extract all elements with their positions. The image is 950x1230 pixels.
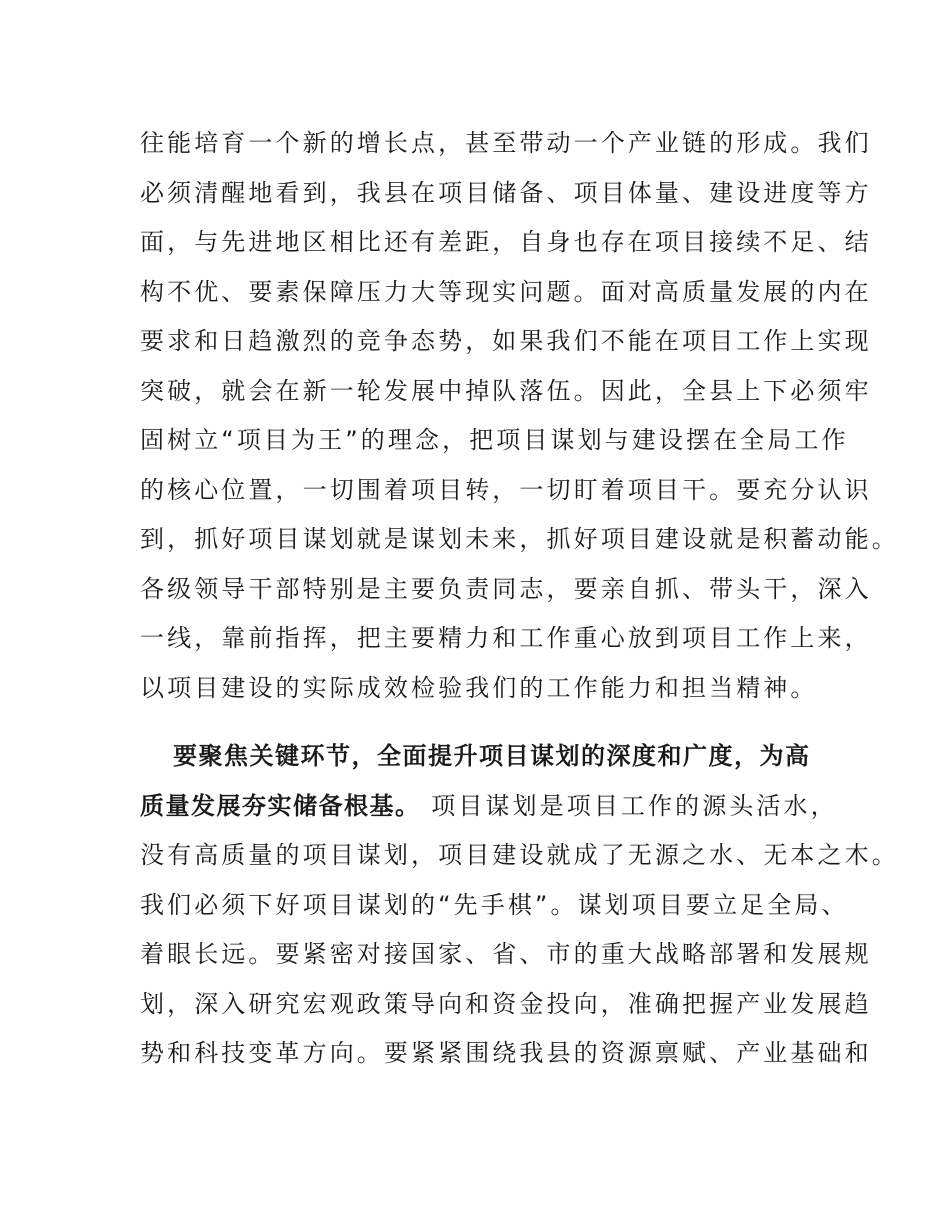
text-line: 固树立“项目为王”的理念，把项目谋划与建设摆在全局工作 <box>140 426 849 454</box>
paragraph-heading-end: 质量发展夯实储备根基。 <box>140 791 421 820</box>
text-line: 没有高质量的项目谋划，项目建设就成了无源之水、无本之木。 <box>140 841 899 869</box>
paragraph-heading: 要聚焦关键环节，全面提升项目谋划的深度和广度，为高 <box>173 742 811 770</box>
text-line: 着眼长远。要紧密对接国家、省、市的重大战略部署和发展规 <box>140 940 872 968</box>
text-line <box>140 787 838 837</box>
text-line: 突破，就会在新一轮发展中掉队落伍。因此，全县上下必须牢 <box>140 376 872 405</box>
text-line: 的核心位置，一切围着项目转，一切盯着项目干。要充分认识 <box>140 475 872 504</box>
text-line: 势和科技变革方向。要紧紧围绕我县的资源禀赋、产业基础和 <box>140 1039 872 1067</box>
paragraph-project-planning <box>140 737 899 1084</box>
text-line: 各级领导干部特别是主要负责同志，要亲自抓、带头干，深入 <box>140 574 872 603</box>
text-line: 往能培育一个新的增长点，甚至带动一个产业链的形成。我们 <box>140 129 872 157</box>
text-line: 我们必须下好项目谋划的“先手棋”。谋划项目要立足全局、 <box>140 890 849 919</box>
text-line: 面，与先进地区相比还有差距，自身也存在项目接续不足、结 <box>140 228 872 256</box>
text-line: 划，深入研究宏观政策导向和资金投向，准确把握产业发展趋 <box>140 989 872 1018</box>
text-line: 以项目建设的实际成效检验我们的工作能力和担当精神。 <box>140 673 818 702</box>
text-line: 构不优、要素保障压力大等现实问题。面对高质量发展的内在 <box>140 277 872 306</box>
text-line: 必须清醒地看到，我县在项目储备、项目体量、建设进度等方 <box>140 178 872 207</box>
text-line: 一线，靠前指挥，把主要精力和工作重心放到项目工作上来， <box>140 624 872 652</box>
text-span: 项目谋划是项目工作的源头活水， <box>420 791 838 820</box>
text-line: 到，抓好项目谋划就是谋划未来，抓好项目建设就是积蓄动能。 <box>140 525 899 553</box>
paragraph-project-importance <box>140 124 899 718</box>
text-line: 要求和日趋激烈的竞争态势，如果我们不能在项目工作上实现 <box>140 327 872 355</box>
document-page <box>140 124 899 1084</box>
